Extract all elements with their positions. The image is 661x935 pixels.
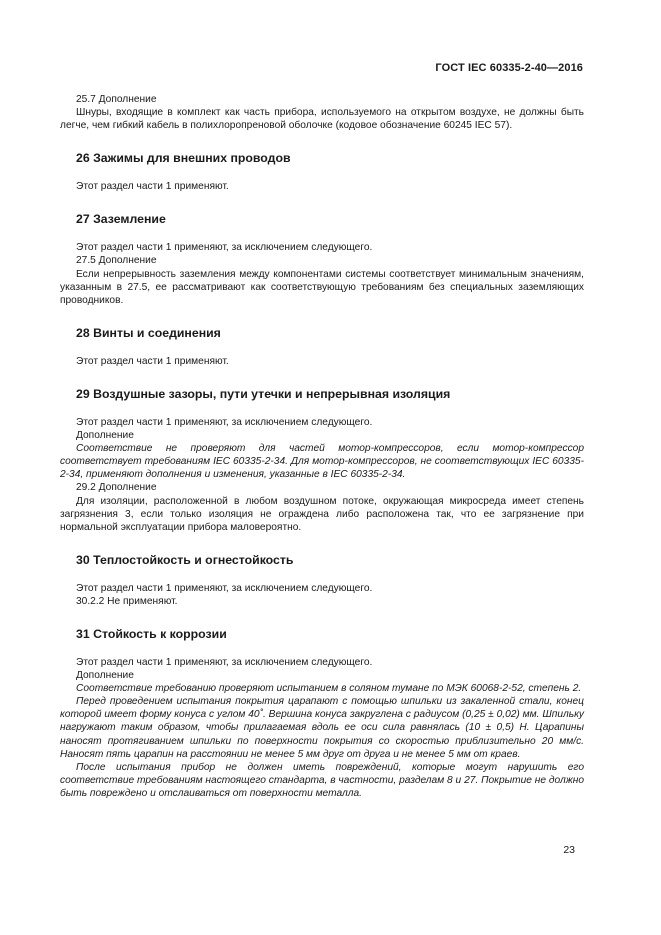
addition-label-29: Дополнение: [76, 430, 134, 442]
section-heading-29: 29 Воздушные зазоры, пути утечки и непрерывная изоляция: [76, 386, 451, 401]
section-heading-27: 27 Заземление: [76, 212, 166, 227]
paragraph-30: Этот раздел части 1 применяют, за исключением следующего.: [76, 582, 373, 594]
paragraph-27: Этот раздел части 1 применяют, за исключением следующего.: [76, 242, 373, 254]
paragraph-29: Этот раздел части 1 применяют, за исключением следующего.: [76, 416, 373, 428]
addition-label-31: Дополнение: [76, 670, 134, 682]
paragraph-31: Этот раздел части 1 применяют, за исключением следующего.: [76, 656, 373, 668]
paragraph-26: Этот раздел части 1 применяют.: [76, 181, 229, 193]
paragraph-30-2-2: 30.2.2 Не применяют.: [76, 595, 178, 607]
subclause-27-5: 27.5 Дополнение: [76, 255, 157, 267]
page-content: [60, 93, 584, 800]
section-heading-30: 30 Теплостойкость и огнестойкость: [76, 552, 294, 567]
subclause-29-2: 29.2 Дополнение: [76, 482, 157, 494]
section-heading-31: 31 Стойкость к коррозии: [76, 626, 227, 641]
paragraph-27-5: Если непрерывность заземления между компонентами системы соответствует минимальным значениям, указанным в 27.5, ее рассматривают как соответствующую требованиям без специальных заземляющих проводников.: [60, 268, 584, 306]
paragraph-25-7: Шнуры, входящие в комплект как часть прибора, используемого на открытом воздухе, не должны быть легче, чем гибкий кабель в полихлоропреновой оболочке (кодовое обозначение 60245 IEC 57).: [60, 107, 584, 132]
italic-paragraph-31-3: После испытания прибор не должен иметь повреждений, которые могут нарушить его соответствие требованиям настоящего стандарта, в частности, разделам 8 и 27. Покрытие не должно быть повреждено и отслаиваться от поверхности металла.: [60, 761, 584, 799]
section-heading-28: 28 Винты и соединения: [76, 325, 221, 340]
italic-paragraph-31-1: Соответствие требованию проверяют испытанием в соляном тумане по МЭК 60068-2-52, степень 2.: [76, 683, 582, 695]
subclause-25-7: 25.7 Дополнение: [76, 94, 157, 105]
page-number: 23: [563, 844, 575, 856]
paragraph-28: Этот раздел части 1 применяют.: [76, 355, 229, 367]
italic-paragraph-29: Соответствие не проверяют для частей мотор-компрессоров, если мотор-компрессор соответствует требованиям IEC 60335-2-34. Для мотор-компрессоров, не соответствующих IEC 60335-2-34, применяют дополнения и изменения, указанные в IEC 60335-2-34.: [60, 443, 584, 481]
section-heading-26: 26 Зажимы для внешних проводов: [76, 151, 291, 166]
paragraph-29-2: Для изоляции, расположенной в любом воздушном потоке, окружающая микросреда имеет степень загрязнения 3, если только изоляция не ограждена либо расположена так, что ее загрязнение при нормальной эксплуатации прибора маловероятно.: [60, 495, 584, 533]
italic-paragraph-31-2: Перед проведением испытания покрытия царапают с помощью шпильки из закаленной стали, конец которой имеет форму конуса с углом 40˚. Вершина конуса закруглена с радиусом (0,25 ± 0,02) мм. Шпильку нагружают таким образом, чтобы прилагаемая вдоль ее оси сила равнялась (10 ± 0,5) Н. Царапины наносят протягиванием шпильки по поверхности покрытия со скоростью приблизительно 20 мм/с. Наносят пять царапин на расстоянии не менее 5 мм друг от друга и не менее 5 мм от краев.: [60, 696, 584, 760]
standard-header: ГОСТ IEC 60335-2-40—2016: [435, 62, 583, 74]
